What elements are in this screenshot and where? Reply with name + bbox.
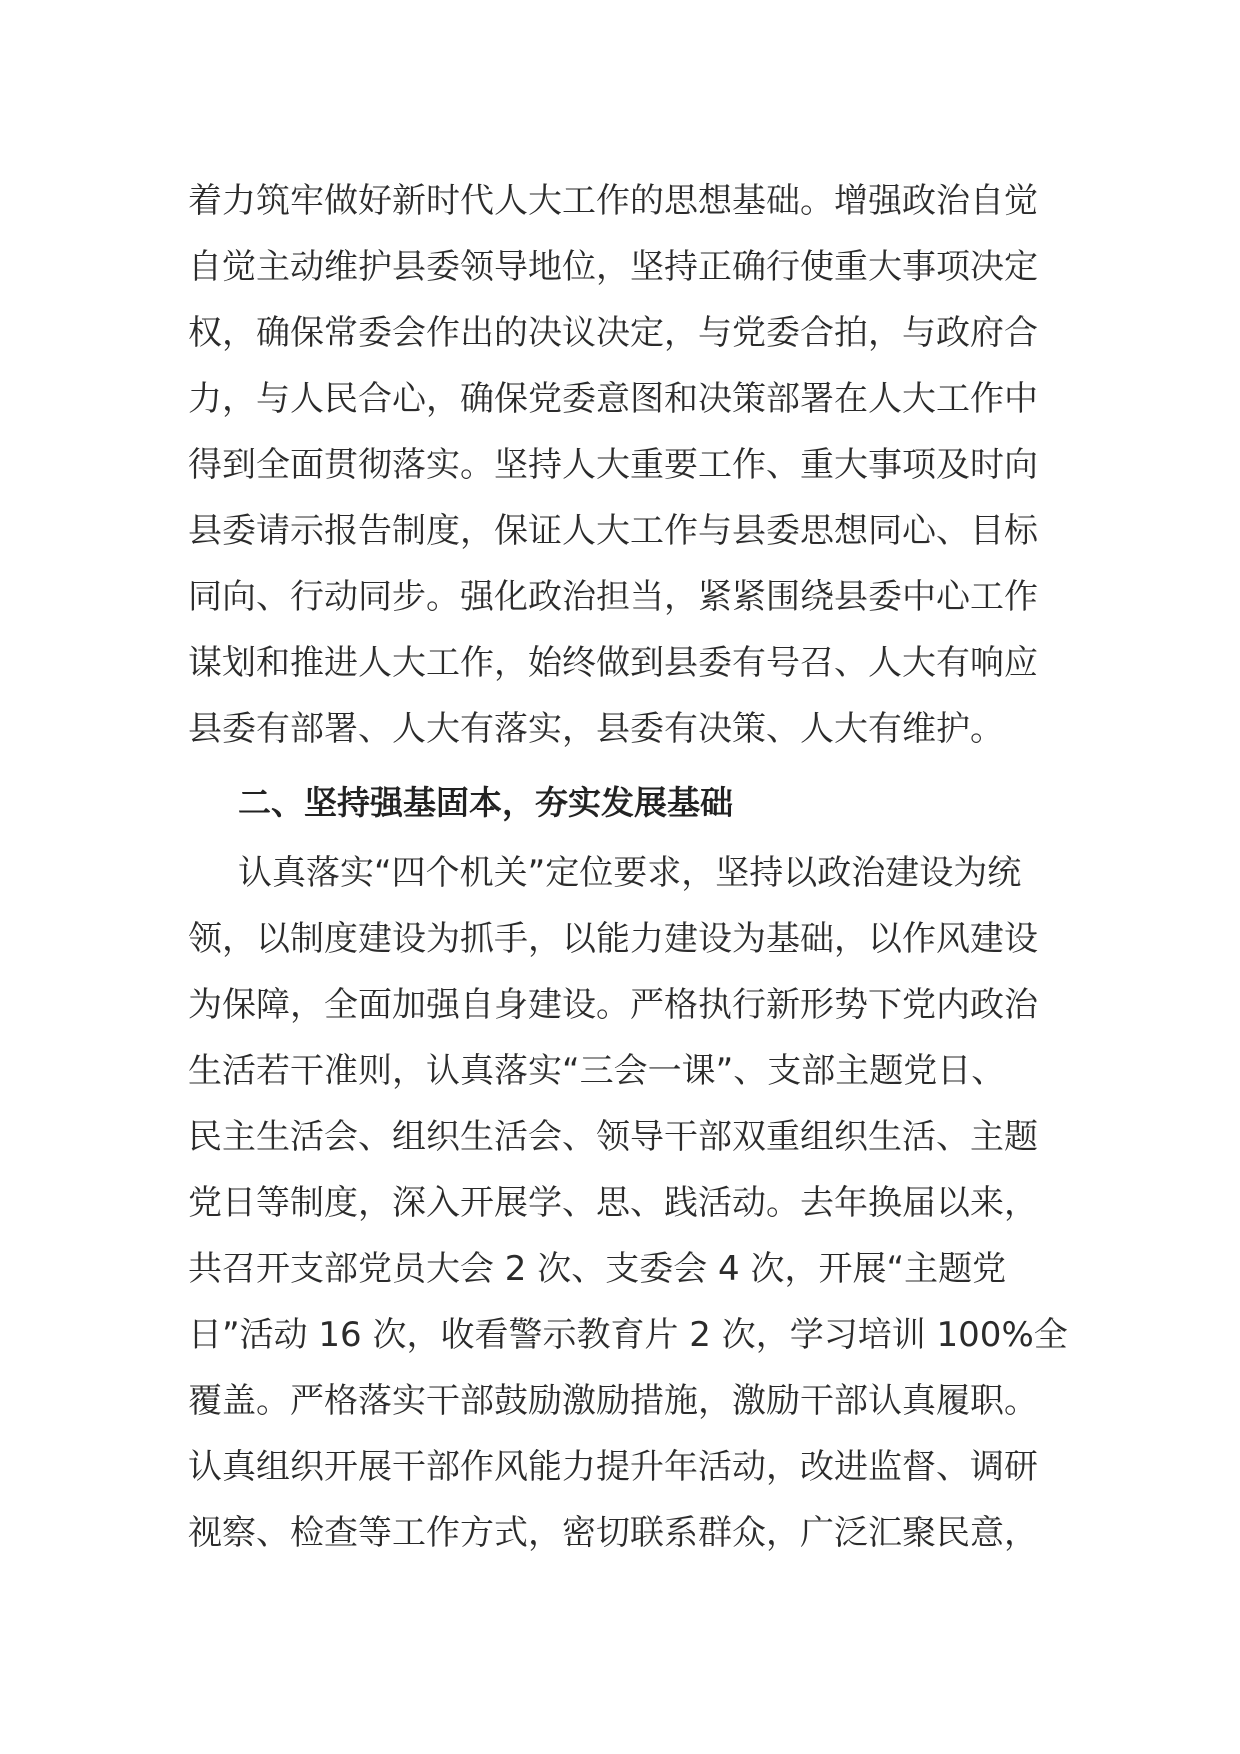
paragraph-line: 日”活动 16 次，收看警示教育片 2 次，学习培训 100%全 <box>188 1315 1068 1355</box>
document-body <box>188 168 1068 1566</box>
paragraph-line: 自觉主动维护县委领导地位，坚持正确行使重大事项决定 <box>188 247 1038 287</box>
paragraph-line: 党日等制度，深入开展学、思、践活动。去年换届以来， <box>188 1183 1038 1223</box>
paragraph-line: 领，以制度建设为抓手，以能力建设为基础，以作风建设 <box>188 919 1038 959</box>
paragraph-line: 覆盖。严格落实干部鼓励激励措施，激励干部认真履职。 <box>188 1381 1038 1421</box>
paragraph-line: 力，与人民合心，确保党委意图和决策部署在人大工作中 <box>188 379 1038 419</box>
paragraph-line: 共召开支部党员大会 2 次、支委会 4 次，开展“主题党 <box>188 1249 1007 1289</box>
paragraph-line: 县委有部署、人大有落实，县委有决策、人大有维护。 <box>188 709 1004 749</box>
paragraph-line: 得到全面贯彻落实。坚持人大重要工作、重大事项及时向 <box>188 445 1038 485</box>
paragraph-line: 生活若干准则，认真落实“三会一课”、支部主题党日、 <box>188 1051 1006 1091</box>
paragraph-line: 民主生活会、组织生活会、领导干部双重组织生活、主题 <box>188 1117 1038 1157</box>
paragraph-line: 视察、检查等工作方式，密切联系群众，广泛汇聚民意， <box>188 1513 1038 1553</box>
paragraph-line: 为保障，全面加强自身建设。严格执行新形势下党内政治 <box>188 985 1038 1025</box>
paragraph-1 <box>188 168 1056 762</box>
paragraph-line: 同向、行动同步。强化政治担当，紧紧围绕县委中心工作 <box>188 577 1038 617</box>
paragraph-line: 县委请示报告制度，保证人大工作与县委思想同心、目标 <box>188 511 1038 551</box>
paragraph-line: 谋划和推进人大工作，始终做到县委有号召、人大有响应 <box>188 643 1038 683</box>
paragraph-line: 着力筑牢做好新时代人大工作的思想基础。增强政治自觉 <box>188 181 1038 221</box>
paragraph-line: 认真组织开展干部作风能力提升年活动，改进监督、调研 <box>188 1447 1038 1487</box>
section-heading: 二、坚持强基固本，夯实发展基础 <box>238 783 733 822</box>
paragraph-line: 认真落实“四个机关”定位要求，坚持以政治建设为统 <box>238 853 1022 893</box>
paragraph-line: 权，确保常委会作出的决议决定，与党委合拍，与政府合 <box>188 313 1038 353</box>
paragraph-2 <box>188 840 1068 1566</box>
